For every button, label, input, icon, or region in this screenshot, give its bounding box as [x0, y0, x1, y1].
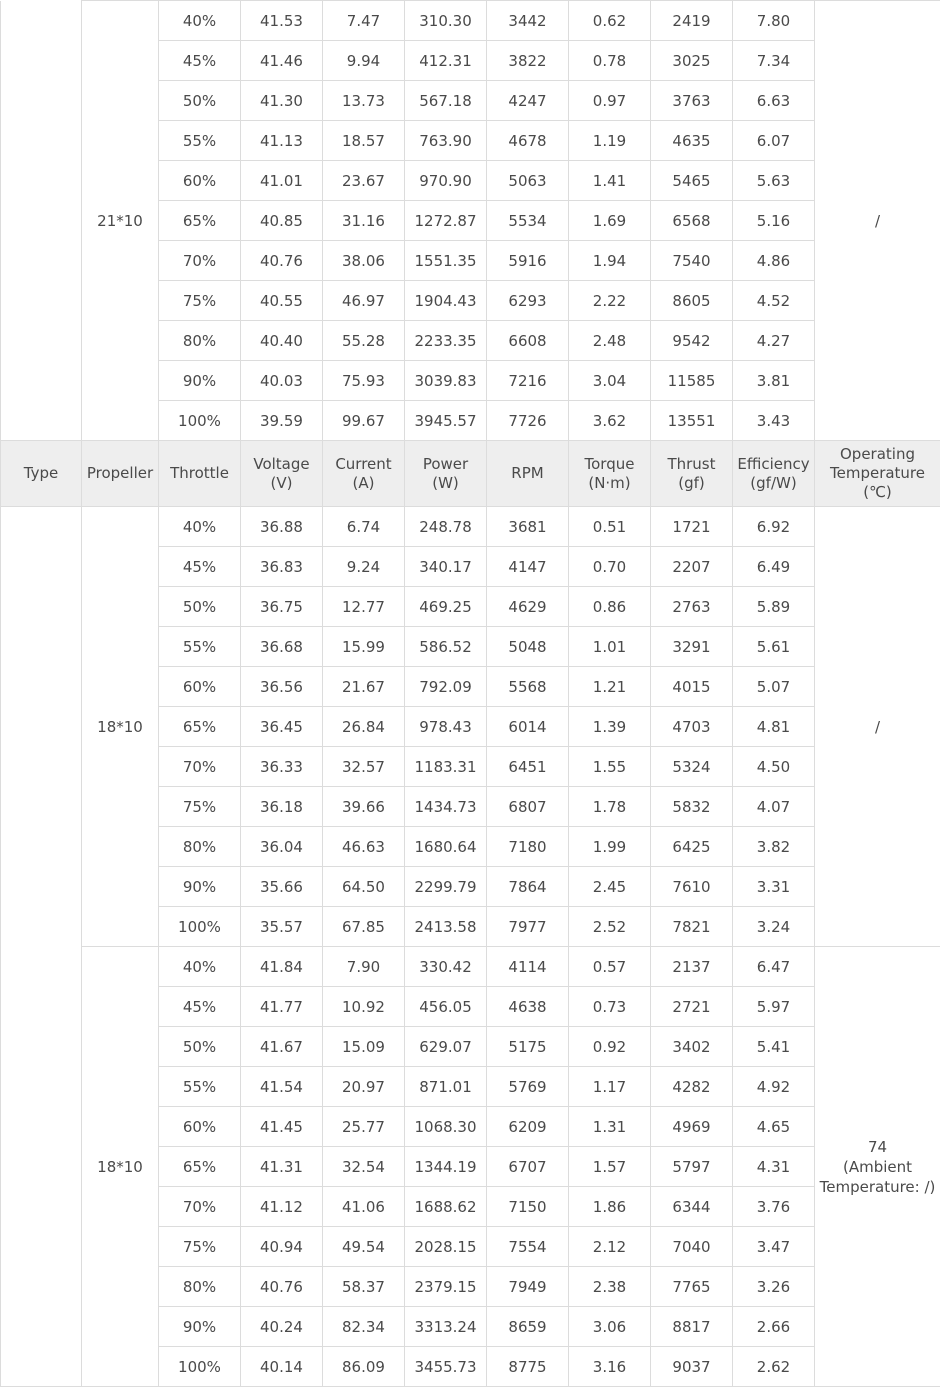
thrust-cell: 6568: [651, 201, 733, 241]
torque-cell: 0.86: [569, 587, 651, 627]
throttle-cell: 65%: [159, 707, 241, 747]
efficiency-cell: 2.62: [733, 1347, 815, 1387]
efficiency-cell: 4.52: [733, 281, 815, 321]
throttle-cell: 75%: [159, 787, 241, 827]
voltage-cell: 36.83: [241, 547, 323, 587]
thrust-cell: 7040: [651, 1227, 733, 1267]
current-cell: 46.63: [323, 827, 405, 867]
thrust-cell: 2137: [651, 947, 733, 987]
rpm-cell: 4629: [487, 587, 569, 627]
efficiency-cell: 3.47: [733, 1227, 815, 1267]
rpm-cell: 4638: [487, 987, 569, 1027]
thrust-cell: 1721: [651, 507, 733, 547]
voltage-cell: 35.57: [241, 907, 323, 947]
efficiency-cell: 3.31: [733, 867, 815, 907]
efficiency-cell: 6.49: [733, 547, 815, 587]
power-cell: 2028.15: [405, 1227, 487, 1267]
voltage-cell: 40.55: [241, 281, 323, 321]
voltage-cell: 41.54: [241, 1067, 323, 1107]
throttle-cell: 40%: [159, 1, 241, 41]
thrust-cell: 3291: [651, 627, 733, 667]
throttle-cell: 70%: [159, 747, 241, 787]
power-cell: 1068.30: [405, 1107, 487, 1147]
rpm-cell: 4247: [487, 81, 569, 121]
thrust-cell: 8817: [651, 1307, 733, 1347]
temperature-cell: 74 (Ambient Temperature: /): [815, 947, 940, 1387]
torque-cell: 0.51: [569, 507, 651, 547]
current-cell: 23.67: [323, 161, 405, 201]
rpm-cell: 6014: [487, 707, 569, 747]
torque-cell: 1.17: [569, 1067, 651, 1107]
current-cell: 38.06: [323, 241, 405, 281]
torque-cell: 1.94: [569, 241, 651, 281]
torque-cell: 1.57: [569, 1147, 651, 1187]
torque-cell: 2.38: [569, 1267, 651, 1307]
type-cell: [1, 507, 82, 1387]
table-body: [1, 1, 940, 1387]
efficiency-cell: 4.86: [733, 241, 815, 281]
throttle-cell: 45%: [159, 547, 241, 587]
current-cell: 49.54: [323, 1227, 405, 1267]
thrust-cell: 9542: [651, 321, 733, 361]
current-cell: 32.57: [323, 747, 405, 787]
thrust-cell: 7821: [651, 907, 733, 947]
header-type: Type: [1, 441, 82, 507]
thrust-cell: 6344: [651, 1187, 733, 1227]
thrust-cell: 6425: [651, 827, 733, 867]
thrust-cell: 5465: [651, 161, 733, 201]
current-cell: 18.57: [323, 121, 405, 161]
current-cell: 32.54: [323, 1147, 405, 1187]
power-cell: 1688.62: [405, 1187, 487, 1227]
torque-cell: 1.86: [569, 1187, 651, 1227]
power-cell: 3039.83: [405, 361, 487, 401]
power-cell: 978.43: [405, 707, 487, 747]
torque-cell: 2.22: [569, 281, 651, 321]
torque-cell: 1.69: [569, 201, 651, 241]
torque-cell: 3.06: [569, 1307, 651, 1347]
voltage-cell: 41.12: [241, 1187, 323, 1227]
current-cell: 21.67: [323, 667, 405, 707]
efficiency-cell: 6.92: [733, 507, 815, 547]
rpm-cell: 3681: [487, 507, 569, 547]
thrust-cell: 5324: [651, 747, 733, 787]
current-cell: 41.06: [323, 1187, 405, 1227]
voltage-cell: 41.46: [241, 41, 323, 81]
efficiency-cell: 4.81: [733, 707, 815, 747]
current-cell: 75.93: [323, 361, 405, 401]
rpm-cell: 5534: [487, 201, 569, 241]
propeller-cell: 18*10: [82, 947, 159, 1387]
throttle-cell: 80%: [159, 1267, 241, 1307]
efficiency-cell: 4.07: [733, 787, 815, 827]
throttle-cell: 40%: [159, 947, 241, 987]
rpm-cell: 5048: [487, 627, 569, 667]
voltage-cell: 36.33: [241, 747, 323, 787]
power-cell: 340.17: [405, 547, 487, 587]
rpm-cell: 7180: [487, 827, 569, 867]
efficiency-cell: 4.92: [733, 1067, 815, 1107]
voltage-cell: 41.67: [241, 1027, 323, 1067]
power-cell: 586.52: [405, 627, 487, 667]
efficiency-cell: 3.82: [733, 827, 815, 867]
rpm-cell: 7150: [487, 1187, 569, 1227]
thrust-cell: 4015: [651, 667, 733, 707]
torque-cell: 0.73: [569, 987, 651, 1027]
rpm-cell: 6608: [487, 321, 569, 361]
current-cell: 15.99: [323, 627, 405, 667]
power-cell: 412.31: [405, 41, 487, 81]
current-cell: 12.77: [323, 587, 405, 627]
efficiency-cell: 5.61: [733, 627, 815, 667]
throttle-cell: 100%: [159, 401, 241, 441]
thrust-cell: 3402: [651, 1027, 733, 1067]
efficiency-cell: 5.16: [733, 201, 815, 241]
current-cell: 31.16: [323, 201, 405, 241]
power-cell: 2299.79: [405, 867, 487, 907]
current-cell: 10.92: [323, 987, 405, 1027]
throttle-cell: 100%: [159, 907, 241, 947]
throttle-cell: 90%: [159, 1307, 241, 1347]
efficiency-cell: 5.89: [733, 587, 815, 627]
rpm-cell: 6451: [487, 747, 569, 787]
throttle-cell: 55%: [159, 1067, 241, 1107]
torque-cell: 0.57: [569, 947, 651, 987]
voltage-cell: 36.75: [241, 587, 323, 627]
thrust-cell: 5832: [651, 787, 733, 827]
torque-cell: 1.99: [569, 827, 651, 867]
torque-cell: 1.39: [569, 707, 651, 747]
header-voltage: Voltage (V): [241, 441, 323, 507]
throttle-cell: 40%: [159, 507, 241, 547]
efficiency-cell: 4.50: [733, 747, 815, 787]
voltage-cell: 36.18: [241, 787, 323, 827]
voltage-cell: 41.53: [241, 1, 323, 41]
rpm-cell: 7216: [487, 361, 569, 401]
rpm-cell: 7949: [487, 1267, 569, 1307]
throttle-cell: 50%: [159, 1027, 241, 1067]
efficiency-cell: 6.07: [733, 121, 815, 161]
thrust-cell: 11585: [651, 361, 733, 401]
power-cell: 2379.15: [405, 1267, 487, 1307]
efficiency-cell: 3.76: [733, 1187, 815, 1227]
rpm-cell: 8659: [487, 1307, 569, 1347]
current-cell: 6.74: [323, 507, 405, 547]
header-row: [1, 441, 940, 507]
efficiency-cell: 6.47: [733, 947, 815, 987]
power-cell: 1434.73: [405, 787, 487, 827]
voltage-cell: 36.45: [241, 707, 323, 747]
voltage-cell: 36.56: [241, 667, 323, 707]
torque-cell: 0.62: [569, 1, 651, 41]
temperature-cell: /: [815, 507, 940, 947]
power-cell: 1680.64: [405, 827, 487, 867]
torque-cell: 1.31: [569, 1107, 651, 1147]
efficiency-cell: 4.27: [733, 321, 815, 361]
thrust-cell: 4635: [651, 121, 733, 161]
power-cell: 469.25: [405, 587, 487, 627]
torque-cell: 0.78: [569, 41, 651, 81]
voltage-cell: 36.88: [241, 507, 323, 547]
thrust-cell: 2419: [651, 1, 733, 41]
voltage-cell: 40.40: [241, 321, 323, 361]
power-cell: 3455.73: [405, 1347, 487, 1387]
rpm-cell: 3442: [487, 1, 569, 41]
rpm-cell: 4678: [487, 121, 569, 161]
power-cell: 456.05: [405, 987, 487, 1027]
type-cell: [1, 1, 82, 441]
throttle-cell: 70%: [159, 241, 241, 281]
throttle-cell: 65%: [159, 201, 241, 241]
thrust-cell: 4282: [651, 1067, 733, 1107]
header-efficiency: Efficiency (gf/W): [733, 441, 815, 507]
torque-cell: 0.97: [569, 81, 651, 121]
throttle-cell: 100%: [159, 1347, 241, 1387]
voltage-cell: 41.13: [241, 121, 323, 161]
throttle-cell: 50%: [159, 587, 241, 627]
torque-cell: 3.16: [569, 1347, 651, 1387]
torque-cell: 1.21: [569, 667, 651, 707]
torque-cell: 2.48: [569, 321, 651, 361]
header-throttle: Throttle: [159, 441, 241, 507]
power-cell: 2233.35: [405, 321, 487, 361]
voltage-cell: 40.14: [241, 1347, 323, 1387]
table-row: [1, 1, 940, 41]
header-temperature: Operating Temperature (℃): [815, 441, 940, 507]
torque-cell: 1.55: [569, 747, 651, 787]
rpm-cell: 5063: [487, 161, 569, 201]
throttle-cell: 75%: [159, 281, 241, 321]
table-row: [1, 507, 940, 547]
temperature-cell: /: [815, 1, 940, 441]
voltage-cell: 41.01: [241, 161, 323, 201]
header-thrust: Thrust (gf): [651, 441, 733, 507]
current-cell: 15.09: [323, 1027, 405, 1067]
rpm-cell: 7554: [487, 1227, 569, 1267]
voltage-cell: 36.04: [241, 827, 323, 867]
efficiency-cell: 3.81: [733, 361, 815, 401]
efficiency-cell: 5.41: [733, 1027, 815, 1067]
current-cell: 58.37: [323, 1267, 405, 1307]
voltage-cell: 40.85: [241, 201, 323, 241]
power-cell: 1272.87: [405, 201, 487, 241]
current-cell: 55.28: [323, 321, 405, 361]
header-power: Power (W): [405, 441, 487, 507]
power-cell: 763.90: [405, 121, 487, 161]
throttle-cell: 90%: [159, 867, 241, 907]
torque-cell: 2.12: [569, 1227, 651, 1267]
torque-cell: 0.92: [569, 1027, 651, 1067]
current-cell: 67.85: [323, 907, 405, 947]
rpm-cell: 6807: [487, 787, 569, 827]
rpm-cell: 5175: [487, 1027, 569, 1067]
throttle-cell: 45%: [159, 41, 241, 81]
power-cell: 310.30: [405, 1, 487, 41]
thrust-cell: 4969: [651, 1107, 733, 1147]
throttle-cell: 60%: [159, 1107, 241, 1147]
torque-cell: 0.70: [569, 547, 651, 587]
current-cell: 13.73: [323, 81, 405, 121]
thrust-cell: 9037: [651, 1347, 733, 1387]
throttle-cell: 55%: [159, 121, 241, 161]
thrust-cell: 7610: [651, 867, 733, 907]
propeller-cell: 18*10: [82, 507, 159, 947]
power-cell: 970.90: [405, 161, 487, 201]
efficiency-cell: 7.34: [733, 41, 815, 81]
header-rpm: RPM: [487, 441, 569, 507]
rpm-cell: 7864: [487, 867, 569, 907]
current-cell: 99.67: [323, 401, 405, 441]
current-cell: 64.50: [323, 867, 405, 907]
torque-cell: 3.62: [569, 401, 651, 441]
efficiency-cell: 4.65: [733, 1107, 815, 1147]
torque-cell: 2.45: [569, 867, 651, 907]
torque-cell: 1.01: [569, 627, 651, 667]
efficiency-cell: 4.31: [733, 1147, 815, 1187]
current-cell: 7.90: [323, 947, 405, 987]
throttle-cell: 55%: [159, 627, 241, 667]
current-cell: 25.77: [323, 1107, 405, 1147]
power-cell: 629.07: [405, 1027, 487, 1067]
voltage-cell: 41.30: [241, 81, 323, 121]
throttle-cell: 70%: [159, 1187, 241, 1227]
rpm-cell: 7977: [487, 907, 569, 947]
voltage-cell: 40.24: [241, 1307, 323, 1347]
propeller-cell: 21*10: [82, 1, 159, 441]
current-cell: 26.84: [323, 707, 405, 747]
voltage-cell: 40.76: [241, 1267, 323, 1307]
voltage-cell: 40.76: [241, 241, 323, 281]
power-cell: 1344.19: [405, 1147, 487, 1187]
power-cell: 567.18: [405, 81, 487, 121]
thrust-cell: 13551: [651, 401, 733, 441]
throttle-cell: 45%: [159, 987, 241, 1027]
thrust-cell: 7765: [651, 1267, 733, 1307]
current-cell: 46.97: [323, 281, 405, 321]
thrust-cell: 3763: [651, 81, 733, 121]
rpm-cell: 4147: [487, 547, 569, 587]
power-cell: 1183.31: [405, 747, 487, 787]
rpm-cell: 5916: [487, 241, 569, 281]
current-cell: 20.97: [323, 1067, 405, 1107]
rpm-cell: 5769: [487, 1067, 569, 1107]
thrust-cell: 4703: [651, 707, 733, 747]
power-cell: 3313.24: [405, 1307, 487, 1347]
rpm-cell: 6293: [487, 281, 569, 321]
thrust-cell: 2721: [651, 987, 733, 1027]
current-cell: 9.94: [323, 41, 405, 81]
throttle-cell: 90%: [159, 361, 241, 401]
thrust-cell: 2763: [651, 587, 733, 627]
voltage-cell: 41.45: [241, 1107, 323, 1147]
power-cell: 3945.57: [405, 401, 487, 441]
efficiency-cell: 6.63: [733, 81, 815, 121]
efficiency-cell: 2.66: [733, 1307, 815, 1347]
voltage-cell: 36.68: [241, 627, 323, 667]
rpm-cell: 5568: [487, 667, 569, 707]
throttle-cell: 50%: [159, 81, 241, 121]
rpm-cell: 8775: [487, 1347, 569, 1387]
current-cell: 39.66: [323, 787, 405, 827]
rpm-cell: 7726: [487, 401, 569, 441]
efficiency-cell: 5.63: [733, 161, 815, 201]
table-row: [1, 947, 940, 987]
thrust-cell: 3025: [651, 41, 733, 81]
rpm-cell: 6707: [487, 1147, 569, 1187]
power-cell: 330.42: [405, 947, 487, 987]
throttle-cell: 60%: [159, 667, 241, 707]
power-cell: 248.78: [405, 507, 487, 547]
power-cell: 1904.43: [405, 281, 487, 321]
thrust-cell: 7540: [651, 241, 733, 281]
current-cell: 7.47: [323, 1, 405, 41]
voltage-cell: 41.84: [241, 947, 323, 987]
voltage-cell: 41.31: [241, 1147, 323, 1187]
header-current: Current (A): [323, 441, 405, 507]
current-cell: 82.34: [323, 1307, 405, 1347]
thrust-cell: 8605: [651, 281, 733, 321]
torque-cell: 1.19: [569, 121, 651, 161]
rpm-cell: 4114: [487, 947, 569, 987]
efficiency-cell: 3.26: [733, 1267, 815, 1307]
efficiency-cell: 5.97: [733, 987, 815, 1027]
power-cell: 1551.35: [405, 241, 487, 281]
throttle-cell: 75%: [159, 1227, 241, 1267]
header-propeller: Propeller: [82, 441, 159, 507]
thrust-cell: 2207: [651, 547, 733, 587]
current-cell: 9.24: [323, 547, 405, 587]
thrust-cell: 5797: [651, 1147, 733, 1187]
rpm-cell: 3822: [487, 41, 569, 81]
rpm-cell: 6209: [487, 1107, 569, 1147]
voltage-cell: 41.77: [241, 987, 323, 1027]
throttle-cell: 65%: [159, 1147, 241, 1187]
power-cell: 2413.58: [405, 907, 487, 947]
header-torque: Torque (N·m): [569, 441, 651, 507]
efficiency-cell: 5.07: [733, 667, 815, 707]
torque-cell: 1.41: [569, 161, 651, 201]
efficiency-cell: 7.80: [733, 1, 815, 41]
torque-cell: 3.04: [569, 361, 651, 401]
torque-cell: 2.52: [569, 907, 651, 947]
efficiency-cell: 3.24: [733, 907, 815, 947]
efficiency-cell: 3.43: [733, 401, 815, 441]
power-cell: 792.09: [405, 667, 487, 707]
throttle-cell: 80%: [159, 827, 241, 867]
throttle-cell: 60%: [159, 161, 241, 201]
voltage-cell: 40.03: [241, 361, 323, 401]
voltage-cell: 40.94: [241, 1227, 323, 1267]
throttle-cell: 80%: [159, 321, 241, 361]
power-cell: 871.01: [405, 1067, 487, 1107]
current-cell: 86.09: [323, 1347, 405, 1387]
voltage-cell: 35.66: [241, 867, 323, 907]
torque-cell: 1.78: [569, 787, 651, 827]
voltage-cell: 39.59: [241, 401, 323, 441]
